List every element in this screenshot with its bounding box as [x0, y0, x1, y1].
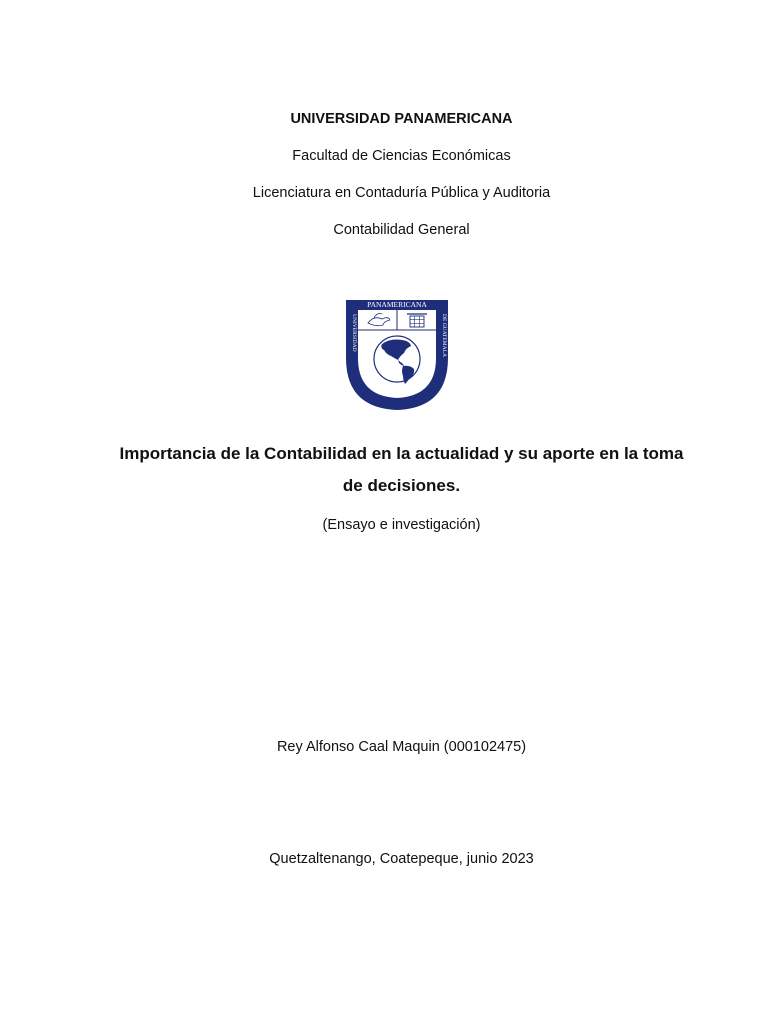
seal-motto: Sapientia ante todo adornat sapiens	[362, 379, 432, 398]
faculty-name: Facultad de Ciencias Económicas	[292, 148, 511, 164]
author-name: Rey Alfonso Caal Maquin (000102475)	[276, 739, 527, 755]
university-seal-logo	[344, 296, 450, 412]
course-name: Contabilidad General	[333, 222, 470, 238]
university-name: UNIVERSIDAD PANAMERICANA	[290, 111, 513, 127]
seal-left-text: UNIVERSIDAD	[351, 314, 357, 352]
essay-title-line-2: de decisiones.	[342, 476, 461, 495]
essay-subtitle: (Ensayo e investigación)	[322, 517, 481, 533]
degree-name: Licenciatura en Contaduría Pública y Auditoria	[252, 185, 551, 201]
place-and-date: Quetzaltenango, Coatepeque, junio 2023	[269, 851, 534, 867]
seal-top-text: PANAMERICANA	[367, 300, 427, 309]
seal-right-text: DE GUATEMALA	[441, 314, 447, 357]
essay-title-line-1: Importancia de la Contabilidad en la actualidad y su aporte en la toma	[119, 444, 684, 463]
grid-emblem-icon	[407, 314, 427, 327]
